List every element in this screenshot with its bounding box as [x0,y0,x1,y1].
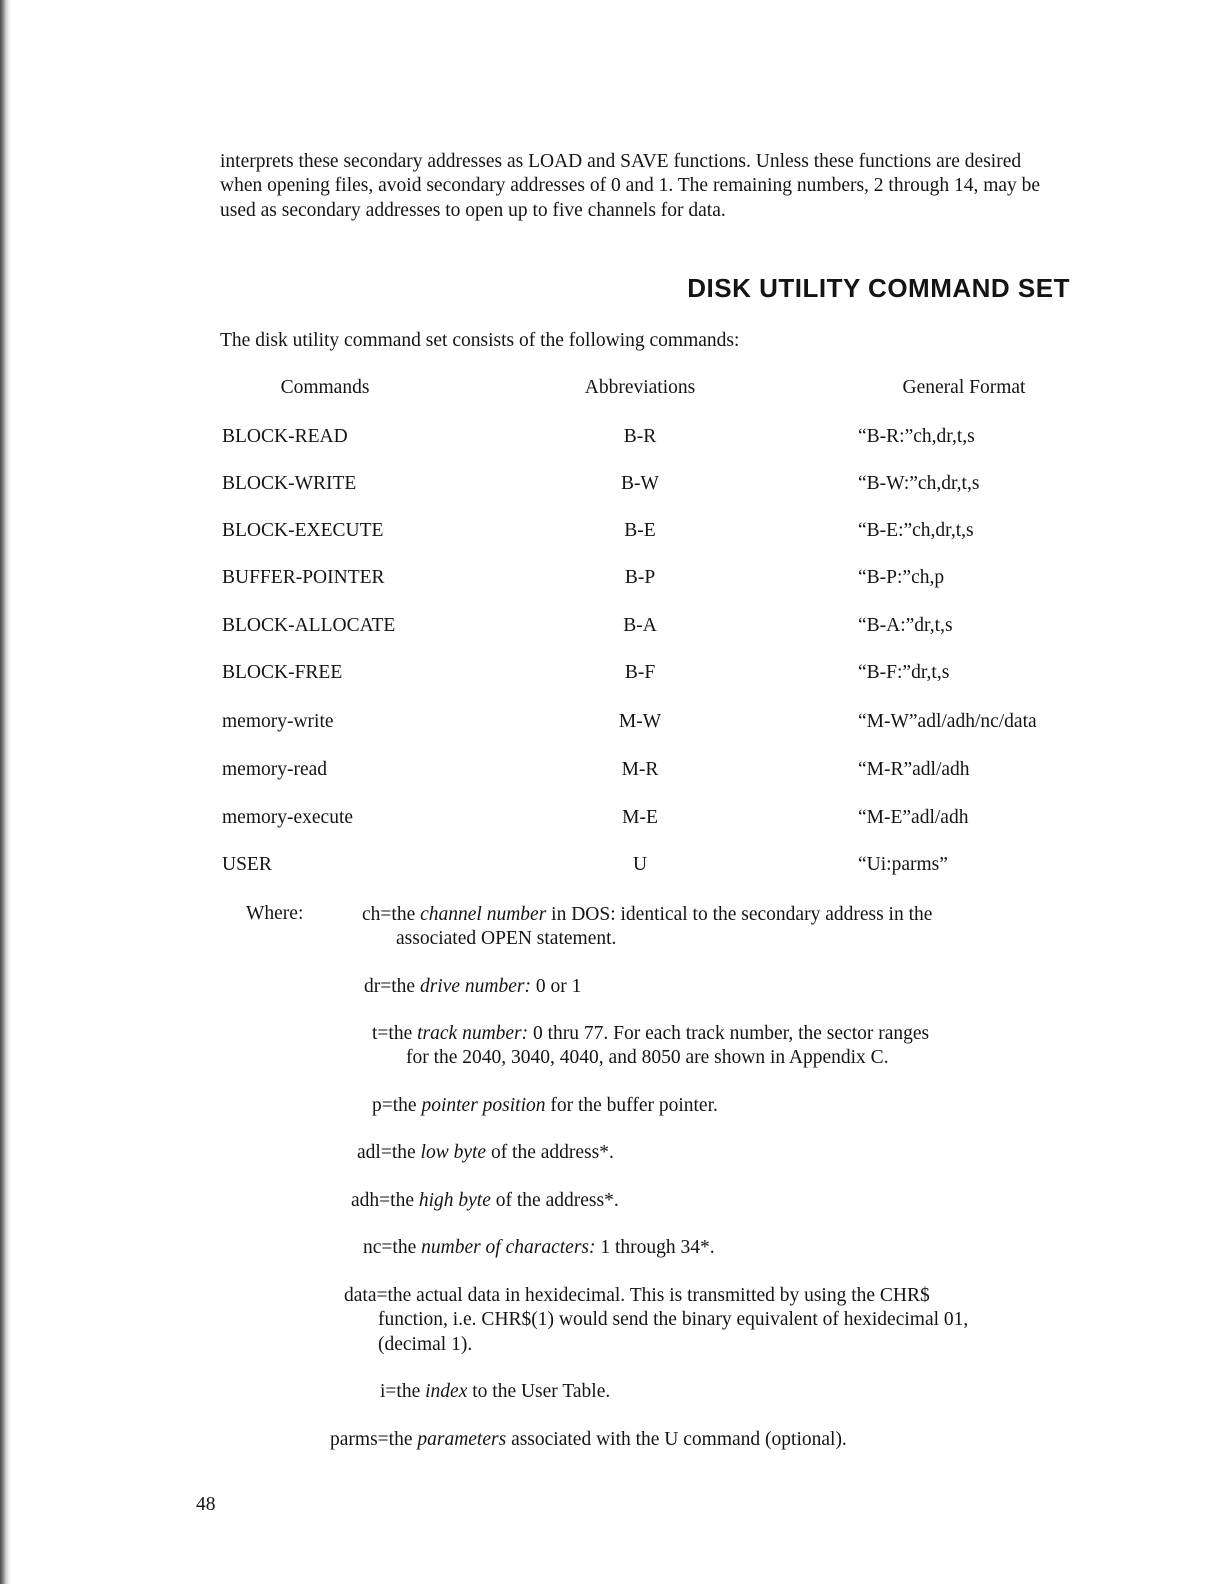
definition-emphasis: high byte [418,1190,491,1211]
command-format: “Ui:parms” [858,854,948,875]
definition-line [344,1284,1070,1308]
definition-prefix: =the [377,1023,418,1044]
definition-adl [357,1141,1070,1165]
definition-emphasis: pointer position [421,1095,546,1116]
section-lead: The disk utility command set consists of the following commands: [220,330,740,351]
definition-term: t [372,1023,378,1044]
command-format: “M-E”adl/adh [858,807,969,828]
command-name: USER [222,854,272,875]
definition-emphasis: track number: [417,1023,529,1044]
definition-data [344,1284,1070,1357]
definition-term: i [380,1381,386,1402]
definition-continuation: function, i.e. CHR$(1) would send the binary equivalent of hexidecimal 01, (decimal 1). [378,1309,969,1355]
definition-dr [364,975,1070,999]
definition-prefix: =the [380,976,420,997]
definition-prefix: =the [377,1429,418,1450]
command-abbreviation: M-R [621,759,659,780]
definition-term: p [372,1095,382,1116]
definition-ch [362,903,1070,952]
column-header: Commands [280,377,370,398]
definition-i [380,1380,1070,1404]
definition-prefix: =the [385,1381,426,1402]
scanned-page-edge [0,0,12,1584]
definition-prefix: =the [379,1190,419,1211]
command-abbreviation: M-W [618,711,662,732]
definition-continuation: associated OPEN statement. [396,928,617,950]
definition-text: for the buffer pointer. [545,1095,718,1116]
definition-text: in DOS: identical to the secondary address in the [546,904,933,925]
definition-emphasis: drive number: [419,976,531,997]
command-name: BLOCK-WRITE [222,473,357,494]
command-abbreviation: B-W [621,473,659,494]
definition-emphasis: low byte [420,1142,487,1163]
definition-line [363,1236,1070,1260]
definition-continuation: for the 2040, 3040, 4040, and 8050 are shown in Appendix C. [406,1047,889,1069]
definition-term: ch [362,904,381,925]
definition-line [351,1189,1070,1213]
definition-line [362,903,1070,927]
command-abbreviation: U [632,854,648,875]
command-abbreviation: B-R [623,426,657,447]
definition-prefix: =the [381,1237,422,1258]
definition-emphasis: channel number [420,904,547,925]
definition-nc [363,1236,1070,1260]
definition-text: 0 thru 77. For each track number, the sector ranges [528,1023,930,1044]
definition-term: data [344,1285,377,1306]
command-format: “M-W”adl/adh/nc/data [858,711,1037,732]
intro-paragraph: interprets these secondary addresses as LOAD and SAVE functions. Unless these functions are desired when opening files, avoid secondary addresses of 0 and 1. The remaining numbers, 2 through 14, may be used as secondary addresses to open up to five channels for data. [220,151,1041,221]
command-name: BUFFER-POINTER [222,567,385,588]
definition-term: dr [364,976,381,997]
command-name: memory-execute [222,807,354,828]
definition-term: nc [363,1237,382,1258]
command-name: BLOCK-FREE [222,662,343,683]
definition-t [372,1022,1070,1071]
definition-emphasis: number of characters: [421,1237,596,1258]
where-label: Where: [246,903,304,924]
definition-text: to the User Table. [467,1381,611,1402]
command-abbreviation: B-P [624,567,656,588]
definition-line [330,1428,1070,1452]
page-number: 48 [196,1494,216,1515]
column-header: Abbreviations [584,377,696,398]
definition-text: 0 or 1 [530,976,582,997]
command-name: memory-read [222,759,328,780]
command-format: “B-A:”dr,t,s [858,615,953,636]
definition-term: adh [351,1190,380,1211]
definition-prefix: =the [381,1095,422,1116]
command-abbreviation: M-E [622,807,658,828]
command-format: “B-R:”ch,dr,t,s [858,426,975,447]
definition-p [372,1094,1070,1118]
command-name: memory-write [222,711,334,732]
definition-text: associated with the U command (optional). [506,1429,847,1450]
definition-line [372,1022,1070,1046]
command-name: BLOCK-ALLOCATE [222,615,396,636]
definition-emphasis: index [425,1381,468,1402]
definition-text: of the address*. [490,1190,619,1211]
definition-text: of the address*. [486,1142,614,1163]
section-heading: DISK UTILITY COMMAND SET [687,273,1070,303]
command-name: BLOCK-EXECUTE [222,520,384,541]
command-format: “M-R”adl/adh [858,759,970,780]
definition-text: 1 through 34*. [595,1237,715,1258]
definition-line [380,1380,1070,1404]
command-format: “B-P:”ch,p [858,567,945,588]
definition-adh [351,1189,1070,1213]
command-abbreviation: B-E [624,520,656,541]
column-header: General Format [902,377,1026,398]
definition-parms [330,1428,1070,1452]
definition-emphasis: parameters [417,1429,507,1450]
definition-term: adl [357,1142,381,1163]
command-abbreviation: B-F [624,662,656,683]
command-format: “B-W:”ch,dr,t,s [858,473,980,494]
definition-prefix: =the [380,904,421,925]
definition-line [372,1094,1070,1118]
definition-prefix: =the actual data in hexidecimal. This is transmitted by using the CHR$ [376,1285,930,1306]
definition-prefix: =the [380,1142,421,1163]
command-format: “B-E:”ch,dr,t,s [858,520,974,541]
command-format: “B-F:”dr,t,s [858,662,950,683]
command-name: BLOCK-READ [222,426,348,447]
definition-line [364,975,1070,999]
definition-term: parms [330,1429,378,1450]
definition-line [357,1141,1070,1165]
command-abbreviation: B-A [623,615,657,636]
